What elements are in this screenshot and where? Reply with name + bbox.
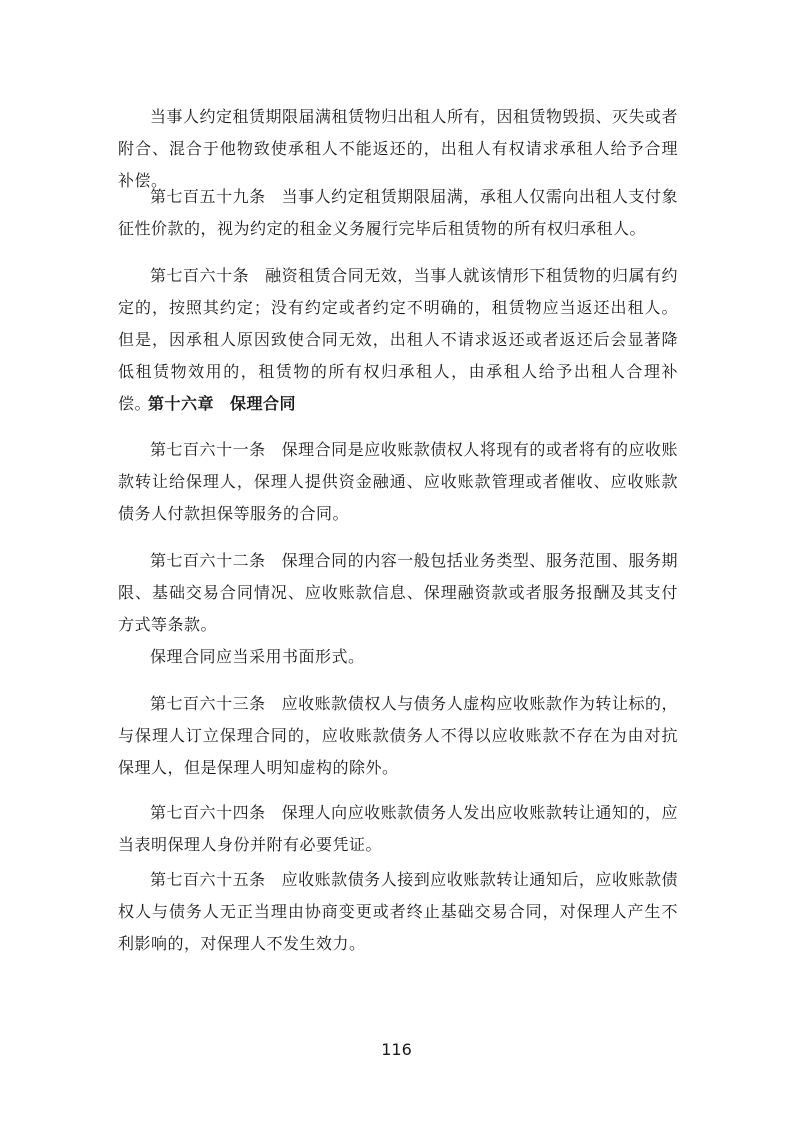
article-text: 保理合同的内容一般包括业务类型、服务范围、服务期限、基础交易合同情况、应收账款信息、保理融资款或者服务报酬及其支付方式等条款。	[118, 551, 678, 634]
article-764	[118, 797, 678, 861]
article-765	[118, 864, 678, 960]
article-759	[118, 181, 678, 245]
article-text: 当事人约定租赁期限届满，承租人仅需向出租人支付象征性价款的，视为约定的租金义务履行完毕后租赁物的所有权归承租人。	[118, 187, 678, 238]
paragraph-text: 保理合同应当采用书面形式。	[150, 647, 365, 666]
article-number: 第七百六十三条	[150, 694, 266, 713]
chapter-title: 保理合同	[230, 394, 297, 413]
article-text: 保理合同是应收账款债权人将现有的或者将有的应收账款转让给保理人，保理人提供资金融通、应收账款管理或者催收、应收账款债务人付款担保等服务的合同。	[118, 440, 678, 523]
article-number: 第七百五十九条	[150, 187, 266, 206]
article-number: 第七百六十四条	[150, 803, 266, 822]
chapter-number: 第十六章	[148, 394, 215, 413]
article-text: 保理人向应收账款债务人发出应收账款转让通知的，应当表明保理人身份并附有必要凭证。	[118, 803, 678, 854]
article-762	[118, 545, 678, 641]
article-763	[118, 688, 678, 784]
article-761	[118, 434, 678, 530]
chapter-heading	[148, 388, 296, 420]
article-number: 第七百六十五条	[150, 870, 266, 889]
article-text: 融资租赁合同无效，当事人就该情形下租赁物的归属有约定的，按照其约定；没有约定或者约定不明确的，租赁物应当返还出租人。但是，因承租人原因致使合同无效，出租人不请求返还或者返还后会显著降低租赁物效用的，租赁物的所有权归承租人，由承租人给予出租人合理补偿。	[118, 266, 678, 413]
paragraph-text: 当事人约定租赁期限届满租赁物归出租人所有，因租赁物毁损、灭失或者附合、混合于他物致使承租人不能返还的，出租人有权请求承租人给予合理补偿。	[118, 107, 679, 190]
page-number: 116	[381, 1040, 412, 1059]
article-number: 第七百六十一条	[150, 440, 266, 459]
paragraph	[118, 641, 678, 673]
article-number: 第七百六十条	[150, 266, 250, 285]
article-number: 第七百六十二条	[150, 551, 266, 570]
article-text: 应收账款债权人与债务人虚构应收账款作为转让标的，与保理人订立保理合同的，应收账款债务人不得以应收账款不存在为由对抗保理人，但是保理人明知虚构的除外。	[118, 694, 678, 777]
article-text: 应收账款债务人接到应收账款转让通知后，应收账款债权人与债务人无正当理由协商变更或者终止基础交易合同，对保理人产生不利影响的，对保理人不发生效力。	[118, 870, 678, 953]
